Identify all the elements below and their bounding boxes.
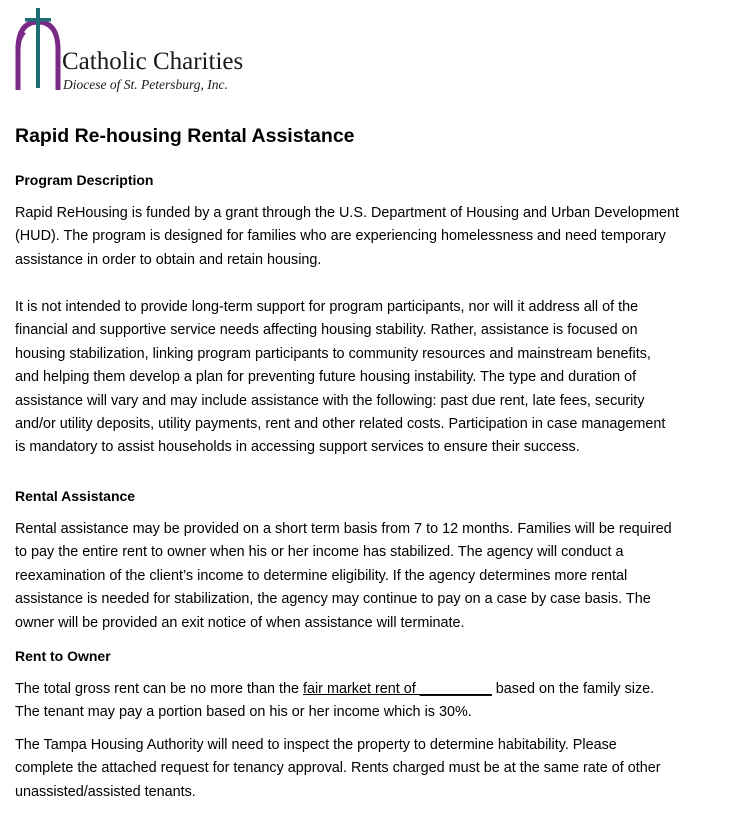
text-line: and helping them develop a plan for preventing future housing instability. The type and duration of [15, 369, 637, 386]
rent-to-owner-paragraph-2 [15, 734, 730, 804]
text-line: financial and supportive service needs affecting housing stability. Rather, assistance is focused on [15, 322, 638, 339]
organization-subtitle: Diocese of St. Petersburg, Inc. [63, 77, 228, 92]
program-description-paragraph-2 [15, 296, 730, 460]
text-line: The tenant may pay a portion based on his or her income which is 30%. [15, 704, 472, 721]
document-title: Rapid Re-housing Rental Assistance [15, 125, 355, 147]
text-line: assistance will vary and may include assistance with the following: past due rent, late fees, security [15, 392, 645, 409]
rent-to-owner-heading: Rent to Owner [15, 648, 111, 664]
text-line [15, 678, 730, 701]
text-line: assistance is needed for stabilization, the agency may continue to pay on a case by case basis. The [15, 591, 651, 608]
text-line: Rental assistance may be provided on a short term basis from 7 to 12 months. Families will be required [15, 521, 672, 537]
text-line: owner will be provided an exit notice of when assistance will terminate. [15, 614, 465, 631]
organization-logo [14, 8, 284, 98]
text-line: complete the attached request for tenancy approval. Rents charged must be at the same rate of other [15, 760, 661, 777]
text-line: reexamination of the client’s income to determine eligibility. If the agency determines more rental [15, 567, 628, 584]
rental-assistance-paragraph [15, 518, 730, 635]
fair-market-rent-blank: fair market rent of _________ [302, 681, 492, 697]
organization-name: Catholic Charities [62, 48, 244, 75]
text-segment: based on the family size. [491, 681, 655, 697]
rent-to-owner-paragraph-1 [15, 678, 730, 725]
text-line: The Tampa Housing Authority will need to inspect the property to determine habitability. Please [15, 737, 617, 753]
text-line: (HUD). The program is designed for families who are experiencing homelessness and need temporary [15, 228, 666, 245]
text-segment: The total gross rent can be no more than the [15, 681, 303, 697]
text-line: housing stabilization, linking program participants to community resources and mainstream benefits, [15, 345, 651, 362]
text-line: Rapid ReHousing is funded by a grant through the U.S. Department of Housing and Urban Development [15, 205, 679, 221]
cross-arch-icon [14, 8, 64, 98]
text-line: to pay the entire rent to owner when his or her income has stabilized. The agency will conduct a [15, 544, 624, 561]
text-line: unassisted/assisted tenants. [15, 783, 196, 800]
text-line: assistance in order to obtain and retain housing. [15, 251, 322, 268]
text-line: It is not intended to provide long-term support for program participants, nor will it address all of the [15, 299, 639, 315]
program-description-heading: Program Description [15, 172, 154, 188]
text-line: is mandatory to assist households in accessing support services to ensure their success. [15, 439, 580, 456]
rental-assistance-heading: Rental Assistance [15, 488, 136, 504]
text-line: and/or utility deposits, utility payments, rent and other related costs. Participation in case management [15, 416, 666, 433]
program-description-paragraph-1 [15, 202, 730, 272]
